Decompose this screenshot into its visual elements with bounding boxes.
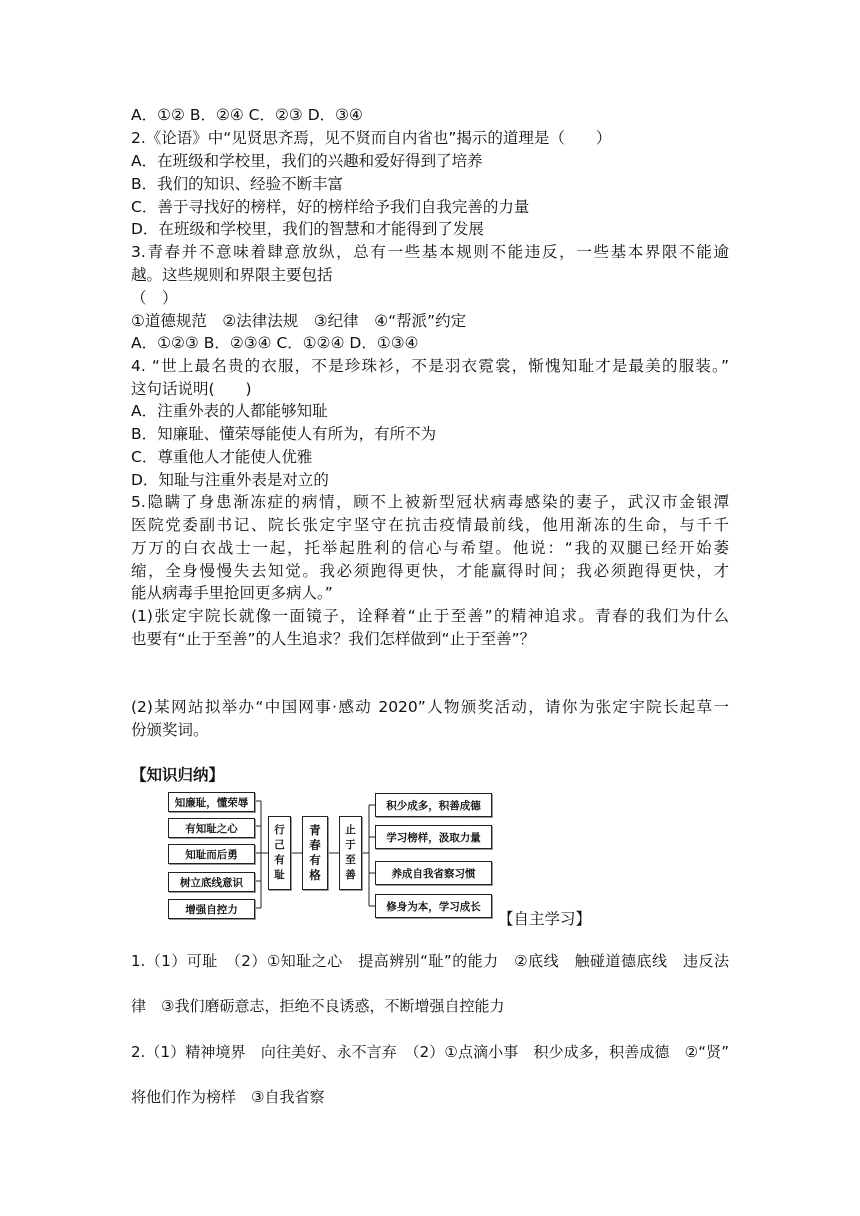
answer-line-3: 2.（1）精神境界 向往美好、永不言弃 （2）①点滴小事 积少成多，积善成德 ②“贤” [131, 1043, 729, 1061]
q2-stem: 2.《论语》中“见贤思齐焉，见不贤而自内省也”揭示的道理是（ ） [131, 129, 612, 147]
q5-line-1: 5.隐瞒了身患渐冻症的病情，顾不上被新型冠状病毒感染的妻子，武汉市金银潭 [131, 493, 729, 511]
q5-line-4: 缩，全身慢慢失去知觉。我必须跑得更快，才能赢得时间；我必须跑得更快，才 [131, 562, 729, 580]
q3-options: A．①②③ B．②③④ C．①②④ D．①③④ [131, 334, 419, 352]
q4-option-d: D．知耻与注重外表是对立的 [131, 471, 329, 489]
q5-line-2: 医院党委副书记、院长张定宇坚守在抗击疫情最前线，他用渐冻的生命，与千千 [131, 516, 729, 534]
char: 耻 [274, 869, 285, 881]
q4-option-a: A．注重外表的人都能够知耻 [131, 402, 328, 420]
q3-stem-line1: 3.青春并不意味着肆意放纵，总有一些基本规则不能违反，一些基本界限不能逾 [131, 243, 729, 261]
left-box-4: 树立底线意识 [168, 872, 255, 892]
char: 青 [309, 823, 321, 837]
char: 格 [309, 868, 321, 882]
q3-items: ①道德规范 ②法律法规 ③纪律 ④“帮派”约定 [131, 312, 467, 330]
q5-line-5: 能从病毒手里抢回更多病人。” [131, 584, 333, 602]
q4-option-c: C．尊重他人才能使人优雅 [131, 448, 313, 466]
q2-option-d: D．在班级和学校里，我们的智慧和才能得到了发展 [131, 220, 484, 238]
char: 于 [345, 839, 356, 851]
knowledge-diagram [165, 788, 497, 924]
q5-sub2-line1: (2)某网站拟举办“中国网事·感动 2020”人物颁奖活动，请你为张定宇院长起草一 [131, 698, 729, 716]
left-box-3: 知耻而后勇 [168, 844, 255, 864]
char: 至 [345, 854, 356, 866]
vertical-box-xingjiyouchi [268, 816, 291, 890]
char: 行 [274, 824, 285, 836]
answer-line-4: 将他们作为榜样 ③自我省察 [131, 1088, 325, 1106]
q1-options: A．①② B．②④ C．②③ D．③④ [131, 106, 363, 124]
q2-option-b: B．我们的知识、经验不断丰富 [131, 175, 344, 193]
q5-sub2-line2: 份颁奖词。 [131, 721, 209, 739]
q5-line-3: 万万的白衣战士一起，托举起胜利的信心与希望。他说：“我的双腿已经开始萎 [131, 539, 729, 557]
knowledge-heading: 【知识归纳】 [131, 766, 225, 784]
q4-option-b: B．知廉耻、懂荣辱能使人有所为，有所不为 [131, 425, 437, 443]
left-box-5: 增强自控力 [168, 899, 255, 919]
q4-stem-line2: 这句话说明( ) [131, 380, 252, 398]
char: 有 [274, 854, 285, 866]
q2-option-a: A．在班级和学校里，我们的兴趣和爱好得到了培养 [131, 152, 483, 170]
q2-option-c: C．善于寻找好的榜样，好的榜样给予我们自我完善的力量 [131, 198, 530, 216]
left-box-2: 有知耻之心 [168, 818, 255, 838]
answer-line-1: 1.（1）可耻 （2）①知耻之心 提高辨别“耻”的能力 ②底线 触碰道德底线 违反法 [131, 952, 729, 970]
answer-line-2: 律 ③我们磨砺意志，拒绝不良诱惑，不断增强自控能力 [131, 997, 505, 1015]
q3-stem-line2: 越。这些规则和界限主要包括 [131, 266, 333, 284]
right-box-3: 养成自我省察习惯 [375, 861, 492, 885]
q5-sub1-line1: (1)张定宇院长就像一面镜子，诠释着“止于至善”的精神追求。青春的我们为什么 [131, 607, 729, 625]
q3-paren: （ ） [131, 289, 178, 307]
vertical-box-zhiyuzhishan [339, 816, 362, 890]
self-study-heading: 【自主学习】 [498, 910, 592, 928]
right-box-4: 修身为本，学习成长 [375, 894, 492, 918]
char: 善 [345, 869, 356, 881]
right-box-2: 学习榜样，汲取力量 [375, 825, 492, 849]
q5-sub1-line2: 也要有“止于至善”的人生追求？我们怎样做到“止于至善”？ [131, 630, 536, 648]
char: 春 [309, 838, 321, 852]
char: 己 [274, 839, 285, 851]
left-box-1: 知廉耻，懂荣辱 [168, 792, 255, 812]
right-box-1: 积少成多，积善成德 [375, 793, 492, 817]
char: 止 [345, 824, 356, 836]
char: 有 [309, 853, 321, 867]
center-box-qingchunyouge [302, 816, 328, 890]
q4-stem-line1: 4. “世上最名贵的衣服，不是珍珠衫，不是羽衣霓裳，惭愧知耻才是最美的服装。” [131, 357, 729, 375]
